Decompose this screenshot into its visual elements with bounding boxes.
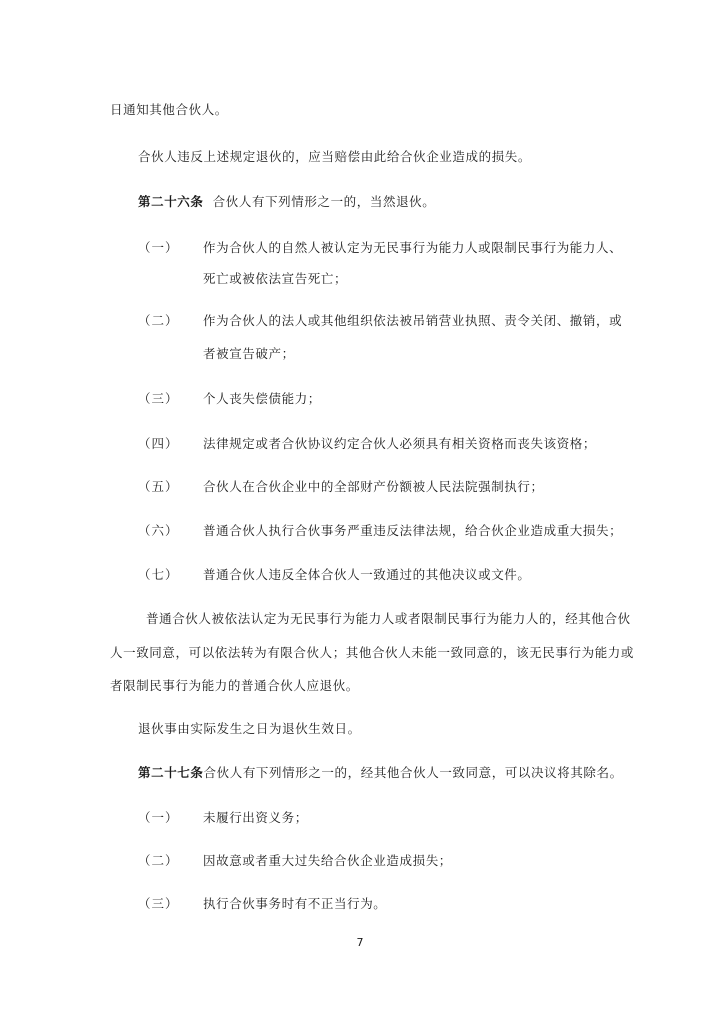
item-number: （一） — [138, 240, 179, 255]
item-number: （六） — [138, 523, 179, 538]
item-number: （三） — [138, 896, 179, 911]
article-text: 合伙人有下列情形之一的，当然退伙。 — [212, 194, 436, 209]
item-text: 因故意或者重大过失给合伙企业造成损失； — [203, 853, 452, 868]
item-text: 未履行出资义务； — [203, 810, 308, 825]
item-text: 作为合伙人的法人或其他组织依法被吊销营业执照、责令关闭、撤销，或 — [203, 313, 623, 328]
item-text-cont: 死亡或被依法宣告死亡； — [203, 271, 348, 286]
item-text-cont: 者被宣告破产； — [203, 346, 295, 361]
article-heading: 第二十七条 — [138, 765, 204, 780]
article-27 — [138, 763, 623, 781]
item-number: （七） — [138, 567, 179, 582]
item-number: （一） — [138, 810, 179, 825]
paragraph-line: 退伙事由实际发生之日为退伙生效日。 — [138, 721, 361, 736]
item-text: 法律规定或者合伙协议约定合伙人必须具有相关资格而丧失该资格； — [203, 436, 597, 451]
article-26 — [138, 192, 435, 210]
paragraph-line: 者限制民事行为能力的普通合伙人应退伙。 — [110, 678, 359, 693]
item-number: （四） — [138, 436, 179, 451]
article-heading: 第二十六条 — [138, 194, 204, 209]
item-number: （五） — [138, 479, 179, 494]
text-line: 合伙人违反上述规定退伙的，应当赔偿由此给合伙企业造成的损失。 — [138, 149, 532, 164]
item-number: （三） — [138, 391, 179, 406]
page-number: 7 — [356, 936, 364, 949]
article-text: 合伙人有下列情形之一的，经其他合伙人一致同意，可以决议将其除名。 — [203, 765, 623, 780]
item-text: 个人丧失偿债能力； — [203, 391, 321, 406]
item-text: 作为合伙人的自然人被认定为无民事行为能力人或限制民事行为能力人、 — [203, 240, 623, 255]
text-line: 日通知其他合伙人。 — [110, 102, 228, 117]
paragraph-line: 人一致同意，可以依法转为有限合伙人；其他合伙人未能一致同意的，该无民事行为能力或 — [110, 645, 635, 660]
item-text: 普通合伙人违反全体合伙人一致通过的其他决议或文件。 — [203, 567, 531, 582]
paragraph-line: 普通合伙人被依法认定为无民事行为能力人或者限制民事行为能力人的，经其他合伙 — [146, 611, 631, 626]
item-text: 合伙人在合伙企业中的全部财产份额被人民法院强制执行； — [203, 479, 544, 494]
item-text: 执行合伙事务时有不正当行为。 — [203, 896, 387, 911]
item-number: （二） — [138, 313, 179, 328]
item-text: 普通合伙人执行合伙事务严重违反法律法规，给合伙企业造成重大损失； — [203, 523, 623, 538]
item-number: （二） — [138, 853, 179, 868]
